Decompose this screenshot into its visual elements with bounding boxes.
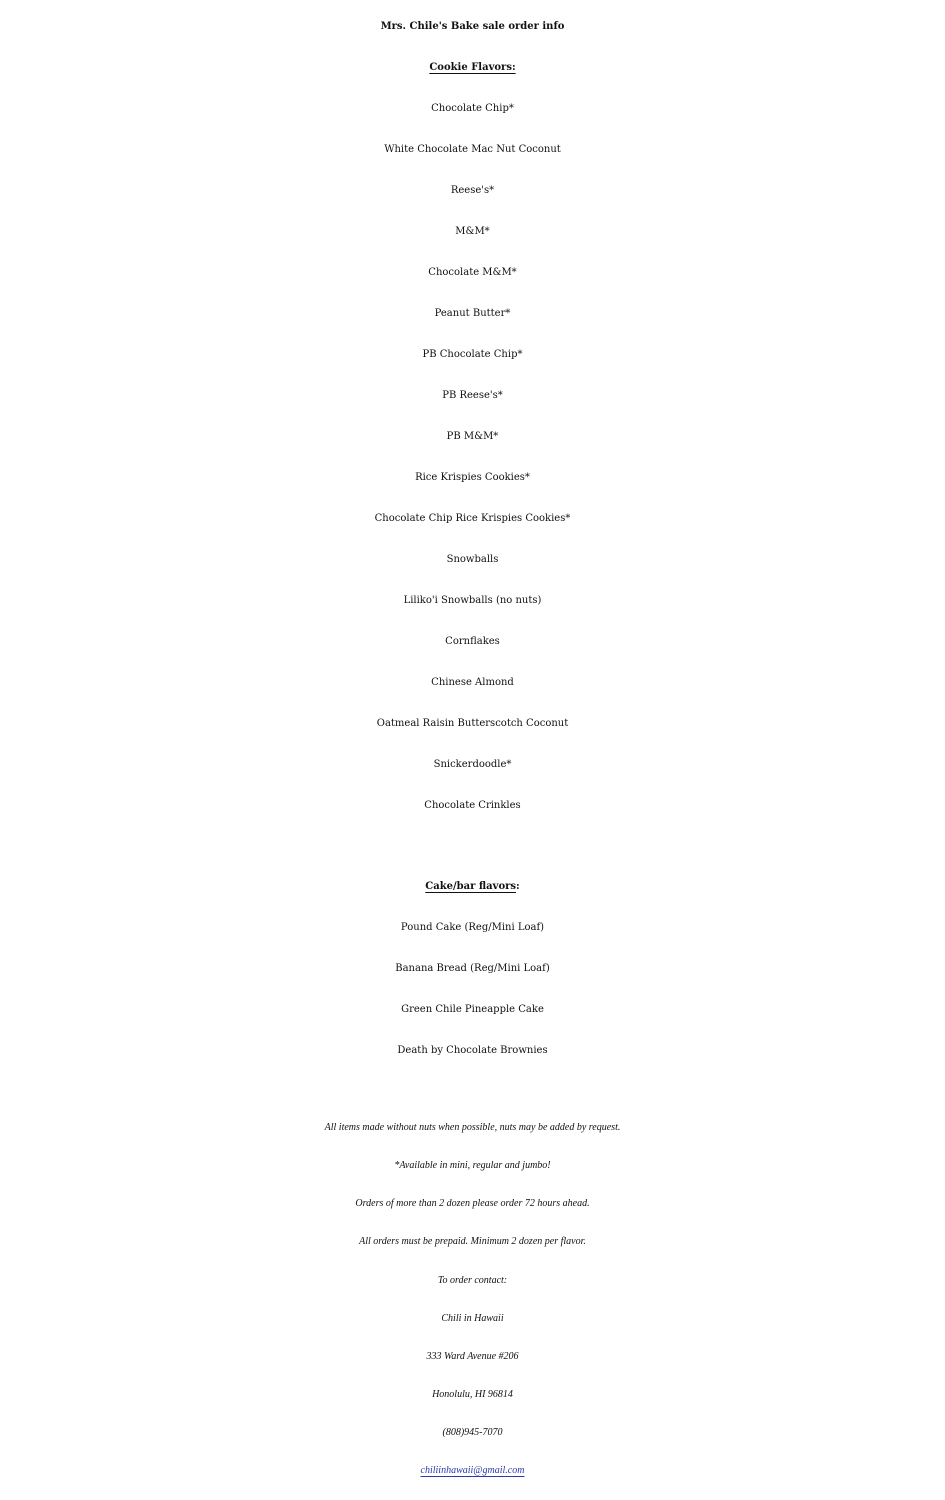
cookie-item: Oatmeal Raisin Butterscotch Coconut	[376, 718, 569, 729]
cookie-item: Liliko'i Snowballs (no nuts)	[403, 595, 542, 606]
note-nuts: All items made without nuts when possible, nuts may be added by request.	[324, 1122, 621, 1133]
note-advance-order: Orders of more than 2 dozen please order 72 hours ahead.	[355, 1198, 590, 1209]
cake-item: Pound Cake (Reg/Mini Loaf)	[400, 922, 545, 933]
cookie-item: PB Chocolate Chip*	[422, 349, 523, 360]
cookie-item: Snowballs	[446, 554, 499, 565]
contact-address-line2: Honolulu, HI 96814	[432, 1389, 513, 1400]
cookie-item: PB Reese's*	[442, 390, 503, 401]
cookie-item: Peanut Butter*	[434, 308, 511, 319]
cookie-item: M&M*	[455, 226, 490, 237]
cookie-item: Chocolate Chip*	[431, 103, 514, 114]
contact-email-link[interactable]: chiliinhawaii@gmail.com	[420, 1465, 525, 1476]
contact-phone: (808)945-7070	[442, 1427, 503, 1438]
cookie-item: Chocolate Chip Rice Krispies Cookies*	[374, 513, 571, 524]
contact-name: Chili in Hawaii	[441, 1313, 504, 1324]
cookie-item: Chocolate M&M*	[428, 267, 517, 278]
note-sizes: *Available in mini, regular and jumbo!	[394, 1160, 551, 1171]
page-title: Mrs. Chile's Bake sale order info	[380, 21, 565, 32]
cookie-item: Reese's*	[450, 185, 495, 196]
cookie-item: Rice Krispies Cookies*	[415, 472, 530, 483]
cookie-item: PB M&M*	[446, 431, 499, 442]
cookie-flavors-heading	[0, 63, 945, 73]
contact-email-row	[0, 1466, 945, 1476]
note-prepaid: All orders must be prepaid. Minimum 2 dozen per flavor.	[359, 1236, 586, 1247]
cookie-item: Snickerdoodle*	[433, 759, 512, 770]
cake-item: Green Chile Pineapple Cake	[401, 1004, 544, 1015]
cake-item: Death by Chocolate Brownies	[397, 1045, 548, 1056]
cookie-item: Cornflakes	[445, 636, 500, 647]
cake-flavors-heading	[0, 882, 945, 892]
cookie-item: Chocolate Crinkles	[424, 800, 521, 811]
cake-item: Banana Bread (Reg/Mini Loaf)	[395, 963, 550, 974]
contact-label: To order contact:	[437, 1275, 508, 1286]
cookie-flavors-heading-text: Cookie Flavors:	[429, 62, 516, 73]
cake-flavors-heading-text: Cake/bar flavors	[425, 881, 517, 892]
cookie-item: Chinese Almond	[431, 677, 514, 688]
cookie-item: White Chocolate Mac Nut Coconut	[384, 144, 561, 155]
cake-flavors-heading-colon: :	[516, 881, 520, 892]
contact-address-line1: 333 Ward Avenue #206	[426, 1351, 519, 1362]
